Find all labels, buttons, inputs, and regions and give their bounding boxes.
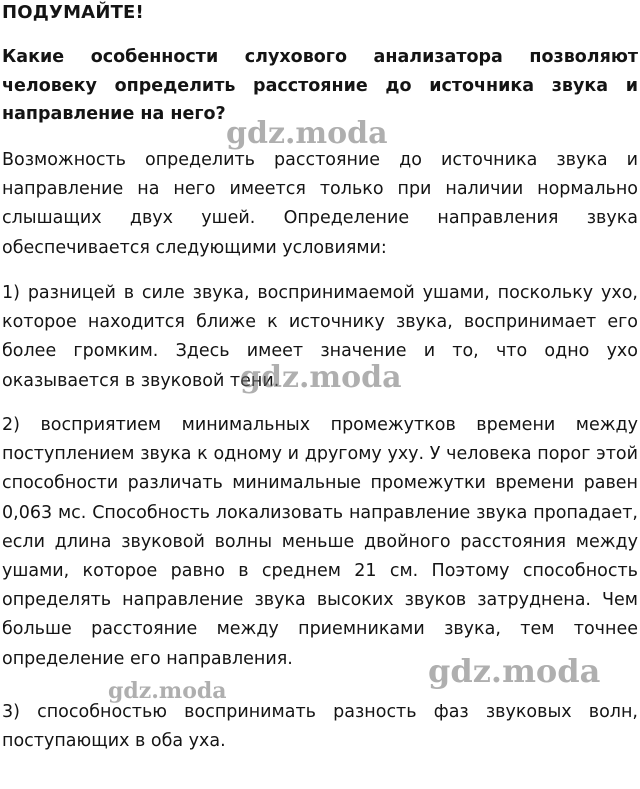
watermark: gdz.moda (240, 360, 402, 395)
answer-point-2: 2) восприятием минимальных промежутков времени между поступлением звука к одному и другому уху. У человека порог этой способности различать минимальные промежутки времени равен 0,063 мс. Способность локализовать направление звука пропадает, если длина звуковой волны меньше двойного расстояния между ушами, которое равно в среднем 21 см. Поэтому способность определять направление звука высоких звуков затруднена. Чем больше расстояние между приемниками звука, тем точнее определение его направления. (2, 415, 638, 669)
question-text: Какие особенности слухового анализатора позволяют человеку определить расстояние до источника звука и направление на него? (2, 47, 638, 124)
answer-intro: Возможность определить расстояние до источника звука и направление на него имеется только при наличии нормально слышащих двух ушей. Определение направления звука обеспечивается следующими условиями: (2, 150, 638, 258)
watermark: gdz.moda (108, 678, 227, 704)
answer-point-1: 1) разницей в силе звука, воспринимаемой ушами, поскольку ухо, которое находится ближе к источнику звука, воспринимает его более громким. Здесь имеет значение и то, что одно ухо оказывается в звуковой тени. (2, 283, 638, 391)
answer-point-3: 3) способностью воспринимать разность фаз звуковых волн, поступающих в оба уха. (2, 702, 638, 752)
watermark: gdz.moda (428, 652, 601, 690)
page-heading: ПОДУМАЙТЕ! (2, 2, 144, 23)
watermark: gdz.moda (226, 116, 388, 151)
